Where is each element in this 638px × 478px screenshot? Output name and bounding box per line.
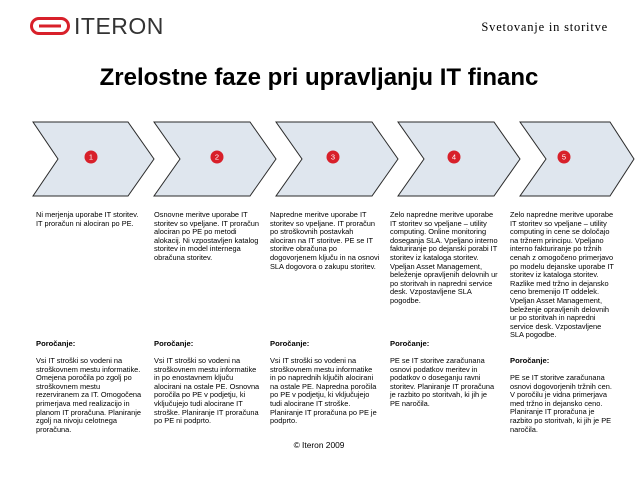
stage-number-5: 5	[561, 152, 567, 162]
reporting-label-5: Poročanje:	[510, 356, 550, 365]
copyright-footer: © Iteron 2009	[293, 440, 345, 450]
reporting-label-1: Poročanje:	[36, 339, 76, 348]
stage-description-4: Zelo napredne meritve uporabe IT storitev so vpeljane – utility computing. Online monitoring doseganja SLA. Vpeljano interno fakturiranje po dejanski porabi IT storitev iz kataloga storitev. Vpeljan Asset Management, beleženje opravljenih delovnih ur po storitvah in napredni service desk. Vzpostavljene SLA pogodbe.	[390, 210, 498, 305]
stage-number-2: 2	[214, 152, 220, 162]
reporting-text-3: Vsi IT stroški so vodeni na stroškovnem mestu informatike in po naprednih ključih alocirani na ostale PE. Napredna poročila po PE v podjetju, ki vključujejo tudi alocirane IT stroške. Planiranje IT proračuna po PE je podprto.	[270, 356, 377, 426]
reporting-text-5: PE se IT storitve zaračunana osnovi dogovorjenih tržnih cen. V poročilu je vidna primerjava med tržno in dejansko ceno. Planiranje IT proračuna je razbito po storitvah, ki jih je PE naročila.	[510, 373, 612, 434]
stage-description-5: Zelo napredne meritve uporabe IT storitev so vpeljane – utility computing in cene se določajo na tržnem principu. Vpeljano interno fakturiranje po tržnih cenah z omogočeno primerjavo po modelu dejanske uporabe IT storitev iz kataloga storitev. Razlike med tržno in dejansko ceno bremenijo IT oddelek. Vpeljan Asset Management, beleženje opravljenih delovnih ur po storitvah in napredni service desk. Vzpostavljene SLA pogodbe.	[510, 210, 614, 340]
stage-description-1: Ni merjenja uporabe IT storitev. IT proračun ni alociran po PE.	[36, 210, 139, 228]
stage-description-3: Napredne meritve uporabe IT storitev so vpeljane. IT proračun po stroškovnih postavkah alociran na IT storitve. PE se IT storitve obračuna po dogovorjenem ključu in na osnovi SLA dogovora o zakupu storitev.	[270, 210, 380, 271]
stage-arrow-5	[520, 122, 634, 196]
reporting-label-4: Poročanje:	[390, 339, 430, 348]
logo-mark-icon	[30, 16, 70, 36]
stage-arrow-3	[276, 122, 398, 196]
page-title: Zrelostne faze pri upravljanju IT financ	[99, 64, 539, 91]
stage-description-2: Osnovne meritve uporabe IT storitev so vpeljane. IT proračun alociran po PE po metodi alokacij. Ni vzpostavljen katalog storitev in model internega obračuna storitev.	[154, 210, 260, 262]
stage-number-1: 1	[88, 152, 94, 162]
stage-arrow-4	[398, 122, 520, 196]
tagline: Svetovanje in storitve	[481, 20, 608, 34]
reporting-text-4: PE se IT storitve zaračunana osnovi podatkov meritev in podatkov o doseganju ravni storitev. Planiranje IT proračuna je razbito po storitvah, ki jih je PE naročila.	[390, 356, 495, 408]
stage-number-4: 4	[451, 152, 457, 162]
iteron-logo	[30, 14, 164, 38]
reporting-text-1: Vsi IT stroški so vodeni na stroškovnem mestu informatike. Omejena poročila po zgolj po stroškovnem mestu rezerviranem za IT. Omogočena primerjava med realizacijo in planom IT proračuna. Planiranje zgolj na nivoju celotnega proračuna.	[36, 356, 142, 434]
reporting-text-2: Vsi IT stroški so vodeni na stroškovnem mestu informatike in po enostavnem ključu alocirani na ostale PE. Osnovna poročila po PE v podjetju, ki vključujejo tudi alocirane IT stroške. Planiranje IT proračuna po PE ni podprto.	[154, 356, 260, 426]
stage-arrows	[0, 120, 638, 198]
reporting-label-3: Poročanje:	[270, 339, 310, 348]
stage-arrow-1	[33, 122, 154, 196]
logo-text: ITERON	[74, 12, 164, 39]
stage-number-3: 3	[330, 152, 336, 162]
reporting-label-2: Poročanje:	[154, 339, 194, 348]
stage-arrow-2	[154, 122, 276, 196]
